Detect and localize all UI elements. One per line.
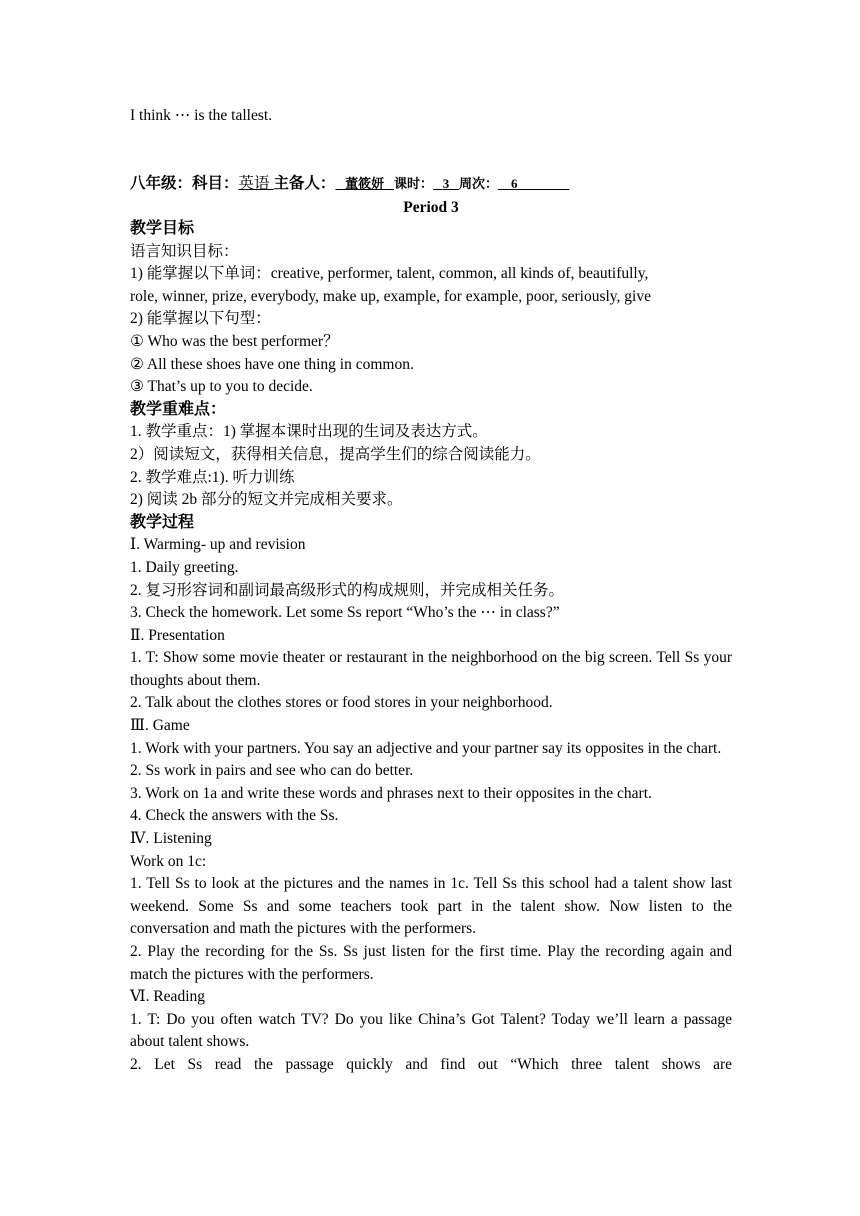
game-step-1: 1. Work with your partners. You say an adjective and your partner say its opposites in the chart. — [130, 739, 722, 757]
presentation-title: Ⅱ. Presentation — [130, 626, 225, 644]
warmup-step-1: 1. Daily greeting. — [130, 558, 239, 576]
warmup-title: Ⅰ. Warming- up and revision — [130, 536, 306, 554]
key-point-1: 1. 教学重点：1) 掌握本课时出现的生词及表达方式。 — [130, 423, 488, 441]
key-points-title: 教学重难点： — [130, 400, 227, 418]
period-title: Period 3 — [403, 199, 459, 216]
reading-step-1: 1. T: Do you often watch TV? Do you like China’s Got Talent? Today we’ll learn a passage about talent shows. — [130, 1010, 732, 1051]
game-title: Ⅲ. Game — [130, 717, 190, 735]
process-title: 教学过程 — [130, 513, 195, 531]
week-label: 周次： — [458, 176, 498, 191]
listening-intro: Work on 1c: — [130, 852, 207, 870]
lesson-value: 3 — [442, 176, 450, 191]
presentation-step-2: 2. Talk about the clothes stores or food stores in your neighborhood. — [130, 694, 553, 712]
lang-objective-label: 语言知识目标： — [130, 242, 239, 260]
reading-step-2: 2. Let Ss read the passage quickly and find out “Which three talent shows are — [130, 1055, 732, 1073]
game-step-2: 2. Ss work in pairs and see who can do better. — [130, 762, 414, 780]
game-step-3: 3. Work on 1a and write these words and phrases next to their opposites in the chart. — [130, 784, 652, 802]
preparer-label: 主备人： — [273, 175, 336, 192]
key-point-2: 2）阅读短文，获得相关信息，提高学生们的综合阅读能力。 — [130, 445, 541, 463]
listening-step-2: 2. Play the recording for the Ss. Ss just listen for the first time. Play the recording again and match the pictures with the performers. — [130, 943, 732, 983]
lesson-header — [130, 173, 569, 196]
presentation-step-1: 1. T: Show some movie theater or restaurant in the neighborhood on the big screen. Tell Ss your thoughts about them. — [130, 649, 732, 689]
difficulty-1: 2. 教学难点:1). 听力训练 — [130, 468, 295, 486]
sentence-2: ② All these shoes have one thing in common. — [130, 355, 414, 373]
objective-item-1-cont: role, winner, prize, everybody, make up, example, for example, poor, seriously, give — [130, 287, 651, 305]
objectives-section — [130, 218, 732, 1077]
grade-subject-label: 八年级：科目： — [130, 175, 239, 192]
warmup-step-3: 3. Check the homework. Let some Ss report “Who’s the ⋯ in class?” — [130, 604, 560, 622]
listening-step-1: 1. Tell Ss to look at the pictures and the names in 1c. Tell Ss this school had a talent show last weekend. Some Ss and some teachers took part in the talent show. Now listen to the conversation and math the pictures with the performers. — [130, 875, 732, 938]
preparer-value: 董筱妍 — [345, 176, 385, 191]
lesson-label: 课时： — [393, 176, 433, 191]
top-line: I think ⋯ is the tallest. — [130, 107, 273, 124]
objective-item-2: 2) 能掌握以下句型： — [130, 310, 271, 328]
sentence-3: ③ That’s up to you to decide. — [130, 378, 313, 396]
sentence-1: ① Who was the best performer？ — [130, 332, 339, 350]
subject-value: 英语 — [238, 175, 270, 192]
listening-title: Ⅳ. Listening — [130, 830, 212, 848]
objective-item-1: 1) 能掌握以下单词：creative, performer, talent, common, all kinds of, beautifully, — [130, 265, 649, 283]
difficulty-2: 2) 阅读 2b 部分的短文并完成相关要求。 — [130, 491, 403, 509]
warmup-step-2: 2. 复习形容词和副词最高级形式的构成规则，并完成相关任务。 — [130, 581, 565, 599]
game-step-4: 4. Check the answers with the Ss. — [130, 807, 339, 825]
objectives-title: 教学目标 — [130, 220, 195, 237]
week-value: 6 — [510, 176, 518, 191]
reading-title: Ⅵ. Reading — [130, 988, 205, 1006]
